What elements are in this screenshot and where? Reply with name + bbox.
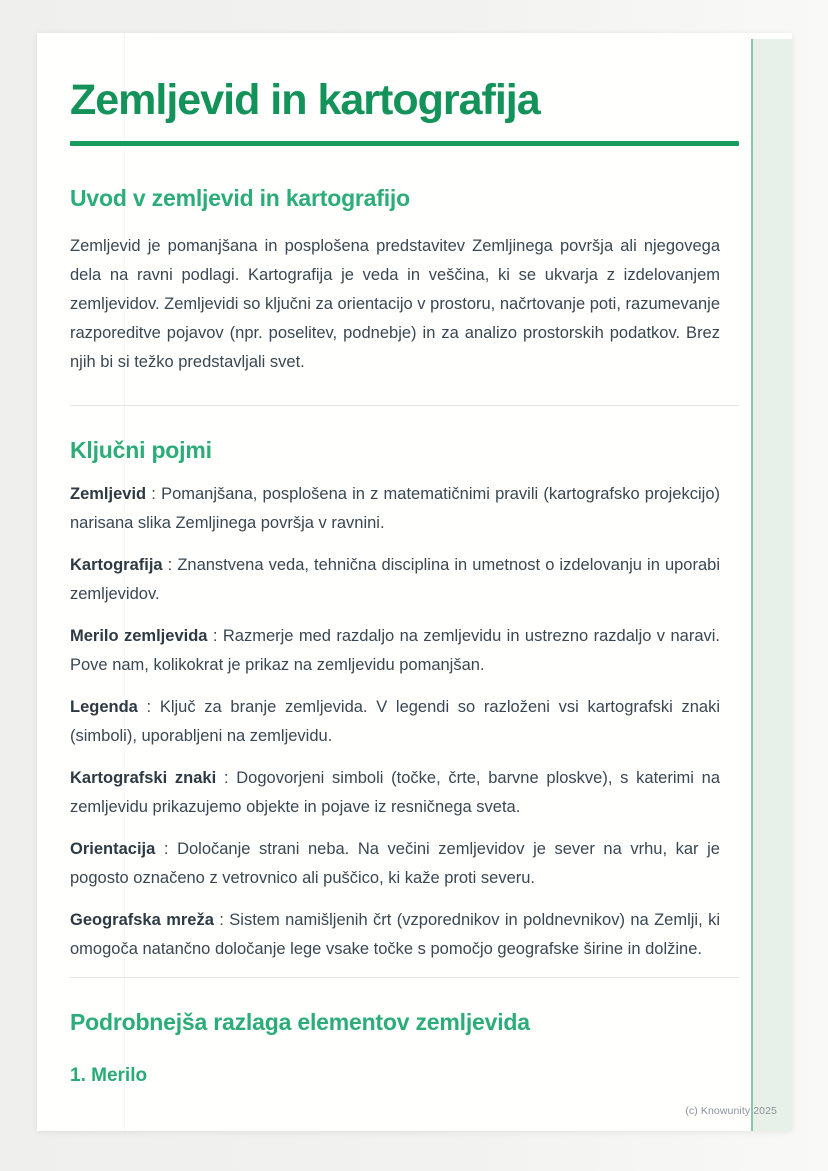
term-definition: Ključ za branje zemljevida. V legendi so razloženi vsi kartografski znaki (simboli), uporabljeni na zemljevidu.	[70, 698, 720, 746]
section-divider	[70, 405, 739, 406]
definition-kartografija	[70, 551, 739, 609]
term-separator: :	[155, 840, 178, 859]
term-definition: Določanje strani neba. Na večini zemljevidov je sever na vrhu, kar je pogosto označeno z vetrovnico ali puščico, ki kaže proti severu.	[70, 840, 720, 888]
term-definition: Dogovorjeni simboli (točke, črte, barvne ploskve), s katerimi na zemljevidu prikazujemo objekte in pojave iz resničnega sveta.	[70, 769, 720, 817]
section-heading-intro: Uvod v zemljevid in kartografijo	[70, 185, 410, 212]
section-divider	[70, 977, 739, 978]
term-label: Legenda	[70, 698, 138, 717]
document-page	[37, 33, 792, 1131]
term-label: Orientacija	[70, 840, 156, 859]
term-definition: Razmerje med razdaljo na zemljevidu in ustrezno razdaljo v naravi. Pove nam, kolikokrat je prikaz na zemljevidu pomanjšan.	[70, 627, 720, 675]
term-separator: :	[213, 911, 230, 930]
term-label: Kartografski znaki	[70, 769, 217, 788]
definition-merilo-zemljevida	[70, 622, 739, 680]
title-underline	[70, 141, 739, 146]
definition-geografska-mreza	[70, 906, 739, 964]
term-separator: :	[137, 698, 160, 717]
term-definition: Znanstvena veda, tehnična disciplina in umetnost o izdelovanju in uporabi zemljevidov.	[70, 556, 720, 604]
page-title: Zemljevid in kartografija	[70, 76, 540, 124]
intro-paragraph: Zemljevid je pomanjšana in posplošena predstavitev Zemljinega površja ali njegovega dela na ravni podlagi. Kartografija je veda in veščina, ki se ukvarja z izdelovanjem zemljevidov. Zemljevidi so ključni za orientacijo v prostoru, načrtovanje poti, razumevanje razporeditve pojavov (npr. poselitev, podnebje) in za analizo prostorskih podatkov. Brez njih bi si težko predstavljali svet.	[70, 237, 720, 372]
term-definition: Sistem namišljenih črt (vzporednikov in poldnevnikov) na Zemlji, ki omogoča natančno določanje lege vsake točke s pomočjo geografske širine in dolžine.	[70, 911, 720, 959]
term-label: Kartografija	[70, 556, 163, 575]
term-separator: :	[216, 769, 237, 788]
term-separator: :	[207, 627, 223, 646]
definition-orientacija	[70, 835, 739, 893]
copyright-note: (c) Knowunity 2025	[685, 1105, 777, 1117]
term-definition: Pomanjšana, posplošena in z matematičnimi pravili (kartografsko projekcijo) narisana slika Zemljinega površja v ravnini.	[70, 485, 720, 533]
definition-legenda	[70, 693, 739, 751]
definition-kartografski-znaki	[70, 764, 739, 822]
section-heading-details: Podrobnejša razlaga elementov zemljevida	[70, 1009, 530, 1036]
term-label: Geografska mreža	[70, 911, 214, 930]
term-label: Zemljevid	[70, 485, 147, 504]
term-separator: :	[146, 485, 162, 504]
term-label: Merilo zemljevida	[70, 627, 208, 646]
section-heading-key-terms: Ključni pojmi	[70, 437, 212, 464]
term-separator: :	[162, 556, 178, 575]
subsection-heading-merilo: 1. Merilo	[70, 1065, 148, 1087]
definition-zemljevid	[70, 480, 739, 538]
page-content	[37, 33, 792, 1087]
